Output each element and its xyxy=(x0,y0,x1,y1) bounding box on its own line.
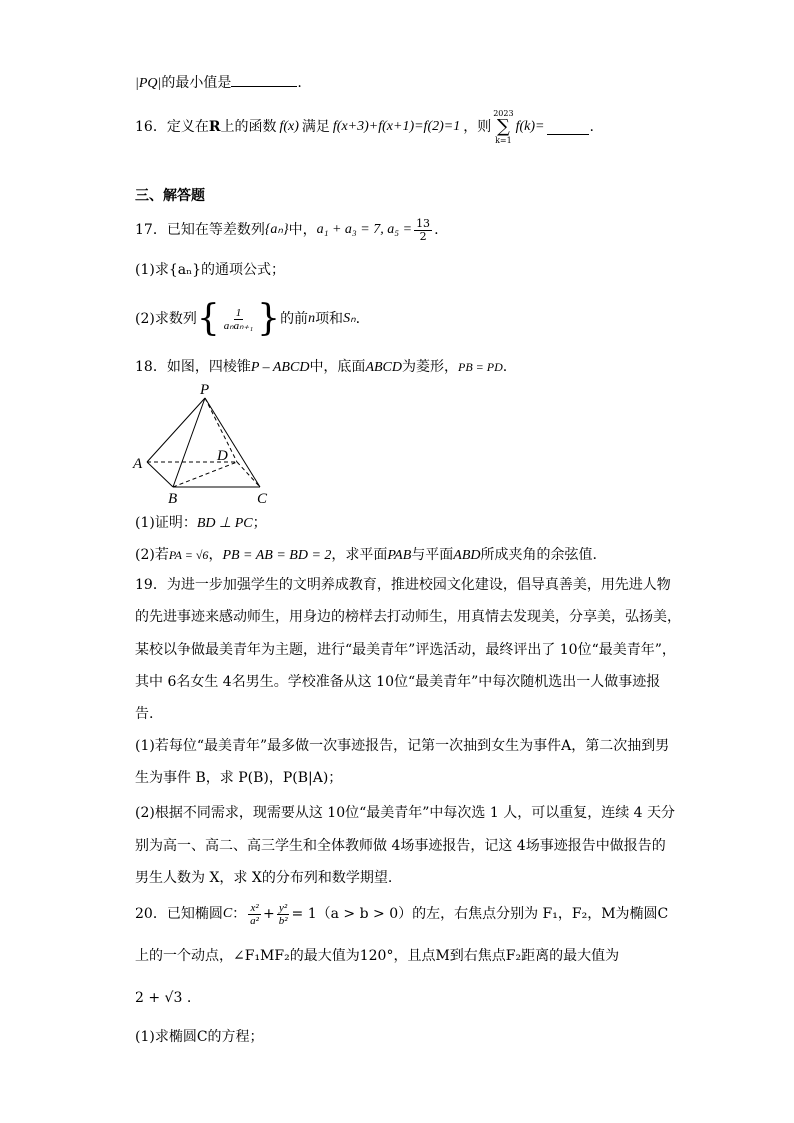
q17-part2-b: 的前 xyxy=(280,311,309,327)
q17-eq: a₁ + a₃ = 7, a₅ = xyxy=(316,222,413,237)
q20-line-2: 上的一个动点，∠F₁MF₂的最大值为120°，且点M到右焦点F₂距离的最大值为 xyxy=(135,948,620,964)
q17-part2-c: 项和 xyxy=(315,311,344,327)
q18-pyramid: P – ABCD xyxy=(250,360,310,375)
q18-part2-b: PA = √6 xyxy=(168,548,209,562)
pyramid-figure xyxy=(130,380,290,510)
q16-end: . xyxy=(589,119,594,135)
q18-part1-a: (1)证明： xyxy=(135,515,197,531)
frac-num: 13 xyxy=(416,216,431,230)
q18-part1-c: ； xyxy=(252,515,267,531)
q16-then: ，则 xyxy=(463,119,492,135)
sigma: ∑ xyxy=(496,116,510,137)
q18-part2-g: 与平面 xyxy=(411,547,454,563)
question-20 xyxy=(135,894,668,934)
frac-num: 1 xyxy=(235,306,242,319)
q15-text: 的最小值是 xyxy=(161,75,232,91)
label-P: P xyxy=(200,382,210,398)
q19-line-5: 告. xyxy=(135,706,154,722)
q17-Sn: Sₙ xyxy=(343,311,356,326)
answer-blank xyxy=(231,72,297,87)
sum-symbol xyxy=(493,109,513,145)
q17-stem-b: 中， xyxy=(288,222,317,238)
q20-C: C xyxy=(222,906,233,921)
q15-end: . xyxy=(297,75,302,91)
q17-n: n xyxy=(308,311,316,326)
frac-den: 2 xyxy=(419,229,427,243)
q18-part2-e: ，求平面 xyxy=(331,547,388,563)
q16-R: R xyxy=(208,119,221,135)
q15-tail xyxy=(135,72,302,94)
q20-part1: (1)求椭圆C的方程； xyxy=(135,1029,264,1045)
abs-pq: |PQ| xyxy=(135,76,162,91)
q18-part1-b: BD ⊥ PC xyxy=(196,516,253,531)
q18-end: . xyxy=(502,359,508,375)
q19-part1-line-2: 生为事件 B，求 P(B)，P(B|A)； xyxy=(135,770,343,786)
q18-base: ABCD xyxy=(365,360,402,375)
sum-upper: 2023 xyxy=(493,109,514,118)
question-18 xyxy=(135,357,507,378)
q17-part2-end: . xyxy=(355,311,361,327)
q18-part2-h: ABD xyxy=(453,548,481,563)
label-C: C xyxy=(257,491,268,507)
label-A: A xyxy=(133,456,143,472)
frac-num: x² xyxy=(250,901,259,914)
answer-blank xyxy=(547,120,589,135)
q20-line-3: 2 + √3 . xyxy=(135,990,192,1006)
q17-part2 xyxy=(135,298,360,340)
left-brace: { xyxy=(196,298,220,339)
q16-equation: f(x+3)+f(x+1)=f(2)=1 xyxy=(332,119,461,134)
q17-part2-a: (2)求数列 xyxy=(135,311,197,327)
q18-part2-f: PAB xyxy=(387,548,412,563)
q19-line-2: 的先进事迹来感动师生，用身边的榜样去打动师生，用真情去发现美，分享美，弘扬美， xyxy=(135,609,681,625)
frac-den: a² xyxy=(250,914,259,927)
frac-den: b² xyxy=(278,914,288,927)
q18-part2-d: PB = AB = BD = 2 xyxy=(222,548,332,563)
q19-line-3: 某校以争做最美青年为主题，进行“最美青年”评选活动，最终评出了 10位“最美青年”， xyxy=(135,642,676,658)
q17-part1: (1)求{aₙ}的通项公式； xyxy=(135,262,286,278)
label-D: D xyxy=(217,448,228,464)
q18-part1 xyxy=(135,513,267,534)
question-16 xyxy=(135,110,594,144)
q16-prefix: 16．定义在 xyxy=(135,119,209,135)
q19-line-1: 19．为进一步加强学生的文明养成教育，推进校园文化建设，倡导真善美，用先进人物 xyxy=(135,577,671,593)
q19-part2-line-2: 别为高一、高二、高三学生和全体教师做 4场事迹报告，记这 4场事迹报告中做报告的 xyxy=(135,838,666,854)
frac-num: y² xyxy=(279,901,288,914)
q17-stem: 17．已知在等差数列 xyxy=(135,222,265,238)
label-B: B xyxy=(168,491,178,507)
q19-part1-line-1: (1)若每位“最美青年”最多做一次事迹报告，记第一次抽到女生为事件A，第二次抽到男 xyxy=(135,738,670,754)
question-17 xyxy=(135,210,439,250)
ellipse-y-frac xyxy=(277,902,290,927)
right-brace: } xyxy=(257,298,281,339)
q20-colon: ： xyxy=(232,906,247,922)
q17-fraction xyxy=(414,218,432,243)
q18-stem: 18．如图，四棱锥 xyxy=(135,359,251,375)
q20-stem: 20．已知椭圆 xyxy=(135,906,223,922)
sum-lower: k=1 xyxy=(495,136,512,145)
q17-part2-fraction xyxy=(222,307,255,332)
q18-part2-i: 所成夹角的余弦值. xyxy=(480,547,597,563)
q19-line-4: 其中 6名女生 4名男生。学校准备从这 10位“最美青年”中每次随机选出一人做事迹报 xyxy=(135,674,661,690)
q18-part2 xyxy=(135,545,597,566)
q18-cond: PB = PD xyxy=(458,360,503,374)
frac-den: aₙaₙ₊₁ xyxy=(223,319,254,332)
q19-part2-line-3: 男生人数为 X，求 X的分布列和数学期望. xyxy=(135,870,393,886)
q20-eq-rest: = 1（a > b > 0）的左，右焦点分别为 F₁，F₂，M为椭圆C xyxy=(291,906,669,922)
plus-sign: + xyxy=(262,906,275,922)
q16-mid: 上的函数 xyxy=(220,119,277,135)
ellipse-x-frac xyxy=(248,902,261,927)
q18-part2-c: ， xyxy=(208,547,223,563)
q18-stem-b: 中，底面 xyxy=(309,359,366,375)
q17-seq: {aₙ} xyxy=(264,222,289,237)
q17-end: . xyxy=(434,222,439,238)
section-heading: 三、解答题 xyxy=(135,188,205,204)
q19-part2-line-1: (2)根据不同需求，现需要从这 10位“最美青年”中每次选 1 人，可以重复，连续 4 天分 xyxy=(135,805,676,821)
q16-cond: 满足 xyxy=(301,119,330,135)
q16-fx: f(x) xyxy=(279,119,299,134)
q16-sum-term: f(k)= xyxy=(515,119,545,134)
q18-stem-c: 为菱形， xyxy=(402,359,458,375)
q18-part2-a: (2)若 xyxy=(135,547,169,563)
